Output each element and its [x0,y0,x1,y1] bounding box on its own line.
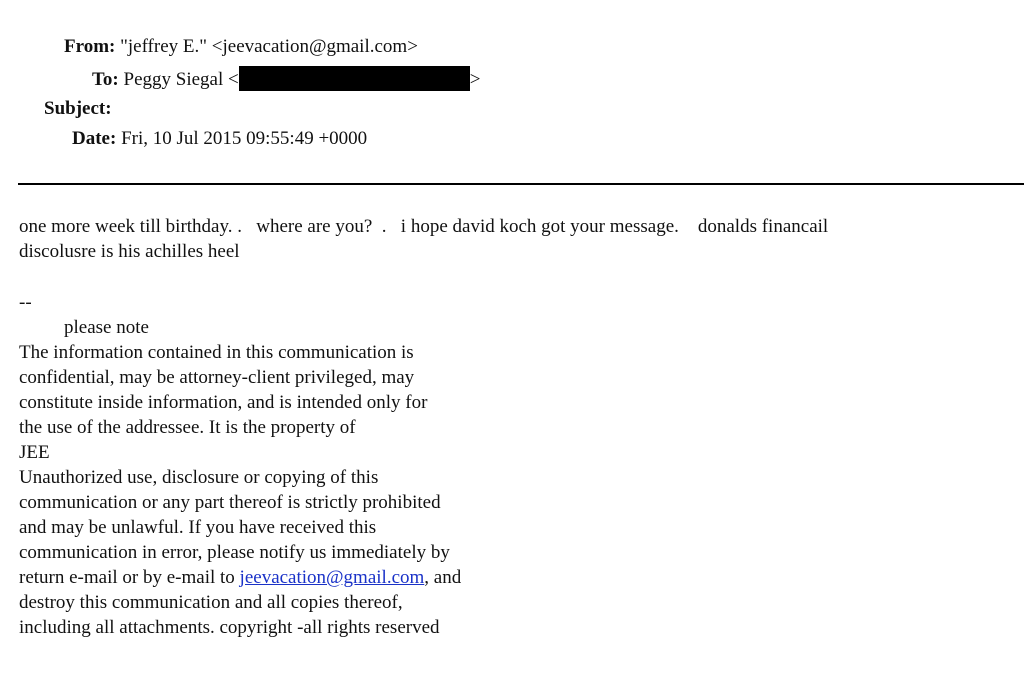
disclaimer-line: and may be unlawful. If you have received this [19,517,377,538]
header-divider [18,183,1024,185]
disclaimer-return-line [19,565,461,590]
to-row [92,66,480,92]
message-line-2: discolusre is his achilles heel [19,241,240,262]
disclaimer-line: the use of the addressee. It is the property of [19,417,356,438]
disclaimer-line: Unauthorized use, disclosure or copying of this [19,467,379,488]
disclaimer-line: including all attachments. copyright -all rights reserved [19,617,440,638]
subject-label: Subject: [44,98,112,119]
from-value: "jeffrey E." <jeevacation@gmail.com> [120,36,418,57]
disclaimer-line: communication in error, please notify us immediately by [19,542,450,563]
disclaimer-line: JEE [19,442,50,463]
to-close: > [469,69,481,90]
from-label: From: [64,36,116,57]
to-name: Peggy Siegal < [123,69,239,90]
date-label: Date: [72,128,117,149]
disclaimer-line: communication or any part thereof is strictly prohibited [19,492,441,513]
signature-separator: -- [19,292,32,313]
return-suffix: , and [424,567,462,588]
disclaimer-line: confidential, may be attorney-client privileged, may [19,367,415,388]
disclaimer-line: destroy this communication and all copies thereof, [19,592,403,613]
subject-row [44,97,112,121]
redaction-block [239,66,470,91]
return-prefix: return e-mail or by e-mail to [19,567,240,588]
to-label: To: [92,69,119,90]
date-value: Fri, 10 Jul 2015 09:55:49 +0000 [121,128,368,149]
disclaimer-line: constitute inside information, and is intended only for [19,392,428,413]
message-line-1: one more week till birthday. . where are you? . i hope david koch got your message. donalds financail [19,216,829,237]
message-body [19,214,828,264]
signature-block [19,290,461,640]
date-row [72,127,367,151]
disclaimer-line: The information contained in this communication is [19,342,414,363]
please-note: please note [64,317,149,338]
email-link[interactable]: jeevacation@gmail.com [239,567,425,588]
from-row [64,35,418,59]
